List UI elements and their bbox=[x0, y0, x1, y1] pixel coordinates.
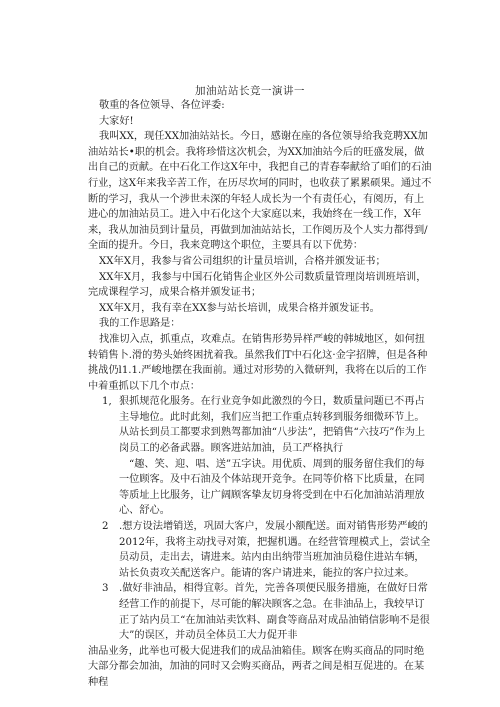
list-item bbox=[88, 581, 433, 643]
advantage-item: XX年X月，我参与省公司组织的计量员培训，合格并颁发证书； bbox=[99, 255, 386, 267]
list-item-continuation bbox=[88, 457, 433, 519]
greeting: 大家好! bbox=[99, 115, 134, 127]
closing-paragraph: 油品业务，此举也可极大促进我们的成品油箱佳。顾客在购买商品的同时绝大部分都会加油，加油的同时又会购买商品，两者之间是相互促进的。在某种程 bbox=[88, 645, 425, 688]
salutation: 敬重的各位领导、各位评委: bbox=[99, 100, 225, 111]
advantage-item: XX年X月，我有幸在XX参与站长培训，成果合格并颁发证书。 bbox=[99, 302, 380, 314]
list-text-quote: “趣、笑、迎、唱、送”五字诀。用优质、周到的服务留住我们的每一位顾客。及中石油及个体站现开竞争。在同等价格下比质量，在同等质址上比服务，让广阔顾客挚友切身将受到在中石化加油站消理放心、舒心。 bbox=[119, 458, 425, 517]
ideas-intro: 找准切入点，抓重点，攻难点。在销售形势异样严峻的韩城地区，如何扭转销售卜.滑的势头始终困扰着我。虽然我们T中石化这·金字招牌，但是各种挑战仍l1.1.严峻地摆在我面前。通过对形势的入微研判，我将在以后的工作中着重抓以下几个市点： bbox=[88, 333, 428, 392]
list-item bbox=[88, 519, 433, 581]
list-text: .想方设法增销送，巩固大客户，发展小额配送。面对销售形势严峻的2012年，我将主动找寻对策，把握机遇。在经营管理模式上，尝试全员动员，走出去，请进来。站内由出纳带当班加油员稳住进站车辆，站长负责攻关配送客户。能请的客户请进来，能拉的客户拉过来。 bbox=[119, 521, 431, 579]
list-text: 狠抓规范化服务。在行业竞争如此激烈的今日，数质量问题已不再占主导地位。此时此刻，我们应当把工作重点转移到服务细微环节上。从站长到员工都要求到熟驾都加油“八步法”，把销售“六技巧”作为上岗员工的必备武器。顾客进站加油，员工严格执行 bbox=[119, 396, 426, 455]
document-body bbox=[88, 98, 433, 691]
document-title: 加油站站长竞一演讲一 bbox=[195, 85, 305, 97]
list-number: 3 bbox=[102, 583, 109, 595]
list-number: 2 bbox=[102, 521, 109, 533]
list-number: 1, bbox=[102, 396, 112, 408]
intro-paragraph: 我叫XX，现任XX加油站站长。今日，感谢在座的各位领导给我竞聘XX加油站站长•职的机会。我将珍惜这次机会，为XX加油站今后的旺盛发展，做出自己的贡献。在中石化工作这X年中，我把自己的青春奉献给了咱们的石油行业，这X年来我辛苦工作，在历尽坎坷的同时，也收获了累累硕果。通过不断的学习，我从一个涉世未深的年轻人成长为一个有责任心，有阅历，有上进心的加油站员工。进入中石化这个大家庭以来，我始终在一线工作，X年来，我从加油员到计量员，再做到加油站站长，工作阅历及个人实力都得到/全面的提升。今日，我来竞聘这个职位，主要具有以下优势： bbox=[88, 131, 432, 252]
ideas-heading: 我的工作思路是： bbox=[99, 318, 181, 330]
advantage-item: XX年X月，我参与中国石化销售企业区外公司数质量管理岗培训班培训，完成课程学习，成果合格并颁发证书； bbox=[88, 271, 427, 299]
list-item bbox=[88, 394, 433, 456]
list-text: .做好非油品，相得宜彰。首先，完善各项便民服务措施，在做好日常经营工作的前提下，尽可能的解决顾客之急。在非油品上，我较早订正了站内员工“在加油站卖饮料、副食等商品对成品油销信影响不是很大”的误区，并动员全体员工大力促开非 bbox=[119, 583, 430, 642]
